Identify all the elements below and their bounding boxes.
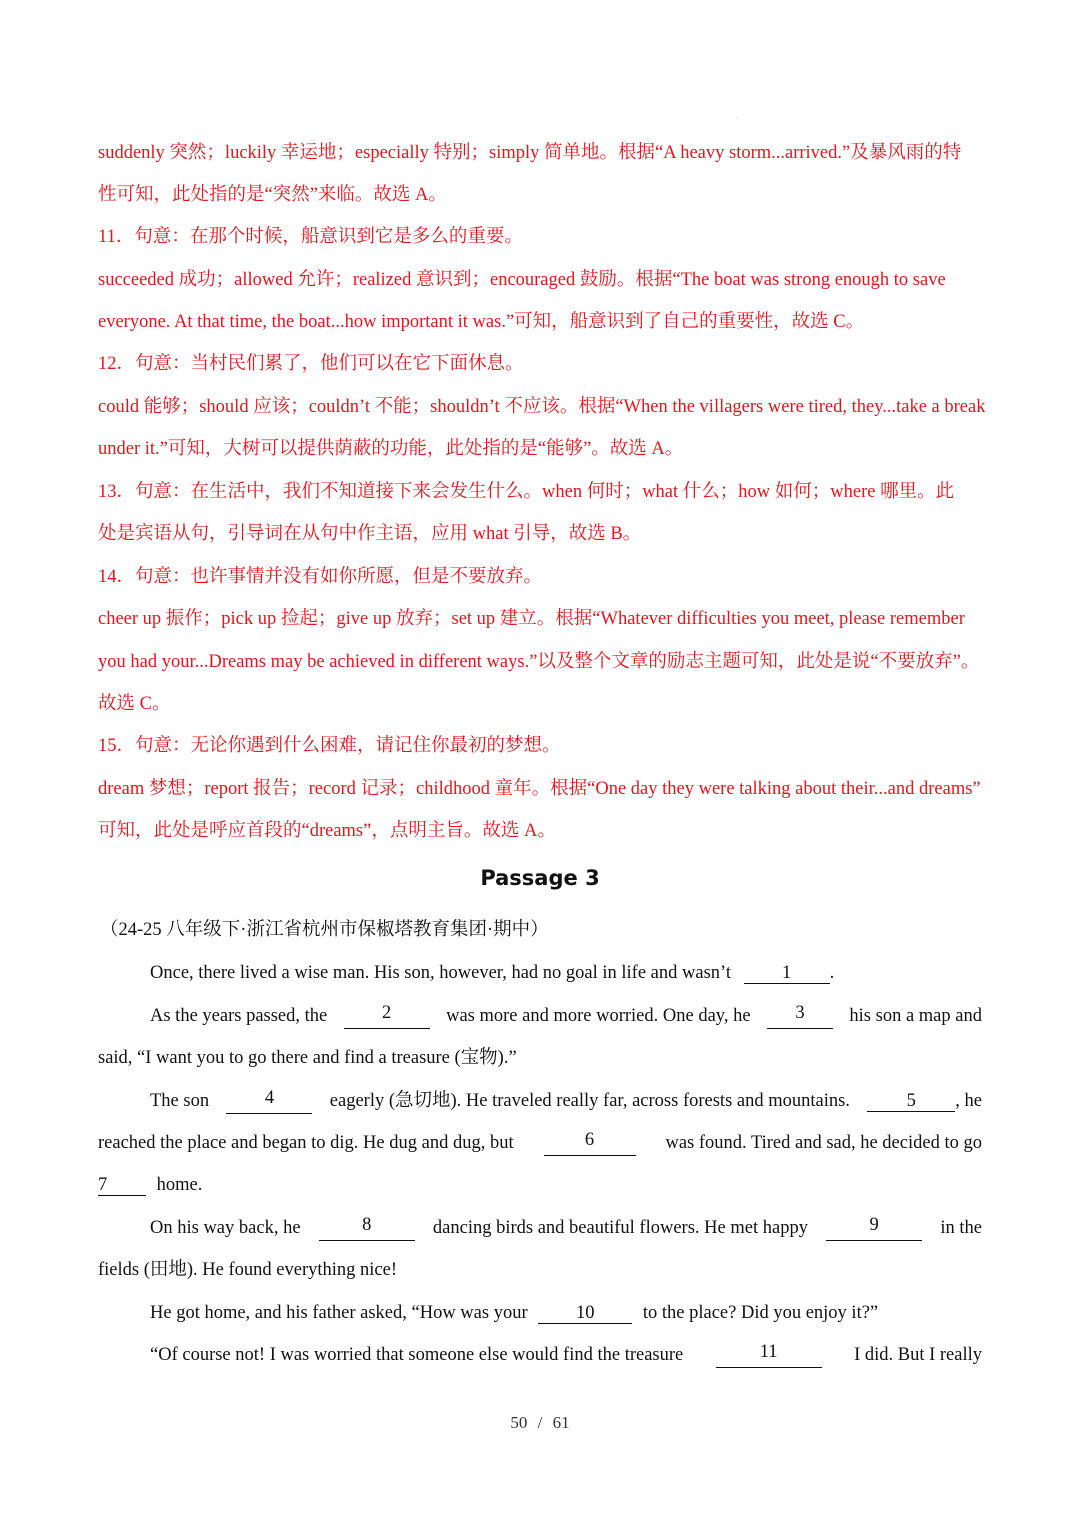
paragraph-4-text-c: in the (940, 1218, 982, 1238)
answer-q14-head: 14．句意：也许事情并没有如你所愿，但是不要放弃。 (98, 567, 543, 587)
answer-q13-line2: 处是宾语从句，引导词在从句中作主语，应用 what 引导，故选 B。 (98, 524, 642, 544)
paragraph-2-text-c: his son a map and (849, 1006, 982, 1026)
passage-source: （24-25 八年级下·浙江省杭州市保椒塔教育集团·期中） (100, 920, 549, 940)
answer-q14-line2: you had your...Dreams may be achieved in different ways.”以及整个文章的励志主题可知，此处是说“不要放弃”。 (98, 652, 980, 672)
passage-title: Passage 3 (480, 866, 600, 890)
paragraph-3-line2 (98, 1130, 982, 1156)
paragraph-1 (150, 960, 982, 986)
blank-6[interactable]: 6 (544, 1130, 636, 1156)
blank-8[interactable]: 8 (319, 1215, 415, 1241)
answer-q11-line2: everyone. At that time, the boat...how important it was.”可知，船意识到了自己的重要性，故选 C。 (98, 312, 865, 332)
answer-q14-line3: 故选 C。 (98, 694, 171, 714)
blank-11[interactable]: 11 (716, 1342, 822, 1368)
paragraph-4-text-b: dancing birds and beautiful flowers. He met happy (432, 1218, 808, 1238)
current-page: 50 (510, 1413, 528, 1432)
answer-q10-line1: suddenly 突然；luckily 幸运地；especially 特别；simply 简单地。根据“A heavy storm...arrived.”及暴风雨的特 (98, 143, 962, 163)
total-pages: 61 (552, 1413, 570, 1432)
answer-q12-line2: under it.”可知，大树可以提供荫蔽的功能，此处指的是“能够”。故选 A。 (98, 439, 684, 459)
blank-1[interactable]: 1 (744, 963, 830, 984)
answer-q11-head: 11．句意：在那个时候，船意识到它是多么的重要。 (98, 227, 523, 247)
paragraph-2-line1 (150, 1003, 982, 1029)
paragraph-3-line2-text-a: reached the place and began to dig. He dug and dug, but (98, 1133, 514, 1153)
paragraph-4-line2: fields (田地). He found everything nice! (98, 1260, 397, 1280)
paragraph-4-text-a: On his way back, he (150, 1218, 301, 1238)
paragraph-6 (150, 1342, 982, 1368)
paragraph-2-line2: said, “I want you to go there and find a treasure (宝物).” (98, 1048, 517, 1068)
blank-4[interactable]: 4 (226, 1088, 312, 1114)
paragraph-5 (150, 1300, 982, 1326)
answer-q12-head: 12．句意：当村民们累了，他们可以在它下面休息。 (98, 354, 524, 374)
paragraph-6-text-b: I did. But I really (854, 1345, 982, 1365)
paragraph-3-line1 (150, 1088, 982, 1114)
paragraph-1-end: . (829, 963, 835, 983)
answer-q12-line1: could 能够；should 应该；couldn’t 不能；shouldn’t 不应该。根据“When the villagers were tired, they...take a break (98, 397, 986, 417)
paragraph-6-text-a: “Of course not! I was worried that someone else would find the treasure (150, 1345, 684, 1365)
answer-q15-line2: 可知，此处是呼应首段的“dreams”，点明主旨。故选 A。 (98, 821, 556, 841)
paragraph-2-text-a: As the years passed, the (150, 1006, 328, 1026)
page-number (0, 1413, 1080, 1433)
answer-q13-line1: 13．句意：在生活中，我们不知道接下来会发生什么。when 何时；what 什么；how 如何；where 哪里。此 (98, 482, 955, 502)
blank-9[interactable]: 9 (826, 1215, 922, 1241)
blank-10[interactable]: 10 (538, 1303, 632, 1324)
paragraph-3-line2-text-b: was found. Tired and sad, he decided to go (665, 1133, 982, 1153)
paragraph-3-text-a: The son (150, 1091, 210, 1111)
paragraph-1-text: Once, there lived a wise man. His son, however, had no goal in life and wasn’t (150, 963, 731, 983)
paragraph-3-text-b: eagerly (急切地). He traveled really far, across forests and mountains. (329, 1091, 850, 1111)
paragraph-4-line1 (150, 1215, 982, 1241)
paragraph-5-text-a: He got home, and his father asked, “How was your (150, 1303, 528, 1323)
speck: · (735, 114, 738, 123)
answer-q14-line1: cheer up 振作；pick up 捡起；give up 放弃；set up 建立。根据“Whatever difficulties you meet, please remember (98, 609, 965, 629)
answer-q10-line2: 性可知，此处指的是“突然”来临。故选 A。 (98, 185, 447, 205)
answer-q15-line1: dream 梦想；report 报告；record 记录；childhood 童年。根据“One day they were talking about their...and dreams” (98, 779, 981, 799)
paragraph-3-line3-text: home. (156, 1175, 203, 1195)
blank-2[interactable]: 2 (344, 1003, 430, 1029)
paragraph-2-text-b: was more and more worried. One day, he (446, 1006, 751, 1026)
paragraph-3-text-c: , he (955, 1091, 982, 1111)
blank-7[interactable]: 7 (98, 1175, 146, 1196)
page-separator: / (537, 1413, 543, 1432)
answer-q11-line1: succeeded 成功；allowed 允许；realized 意识到；encouraged 鼓励。根据“The boat was strong enough to save (98, 270, 946, 290)
blank-3[interactable]: 3 (767, 1003, 833, 1029)
answer-q15-head: 15．句意：无论你遇到什么困难，请记住你最初的梦想。 (98, 736, 561, 756)
paragraph-3-tail (867, 1088, 982, 1114)
paragraph-5-text-b: to the place? Did you enjoy it?” (642, 1303, 879, 1323)
paragraph-3-line3 (98, 1172, 982, 1198)
blank-5[interactable]: 5 (867, 1091, 955, 1112)
